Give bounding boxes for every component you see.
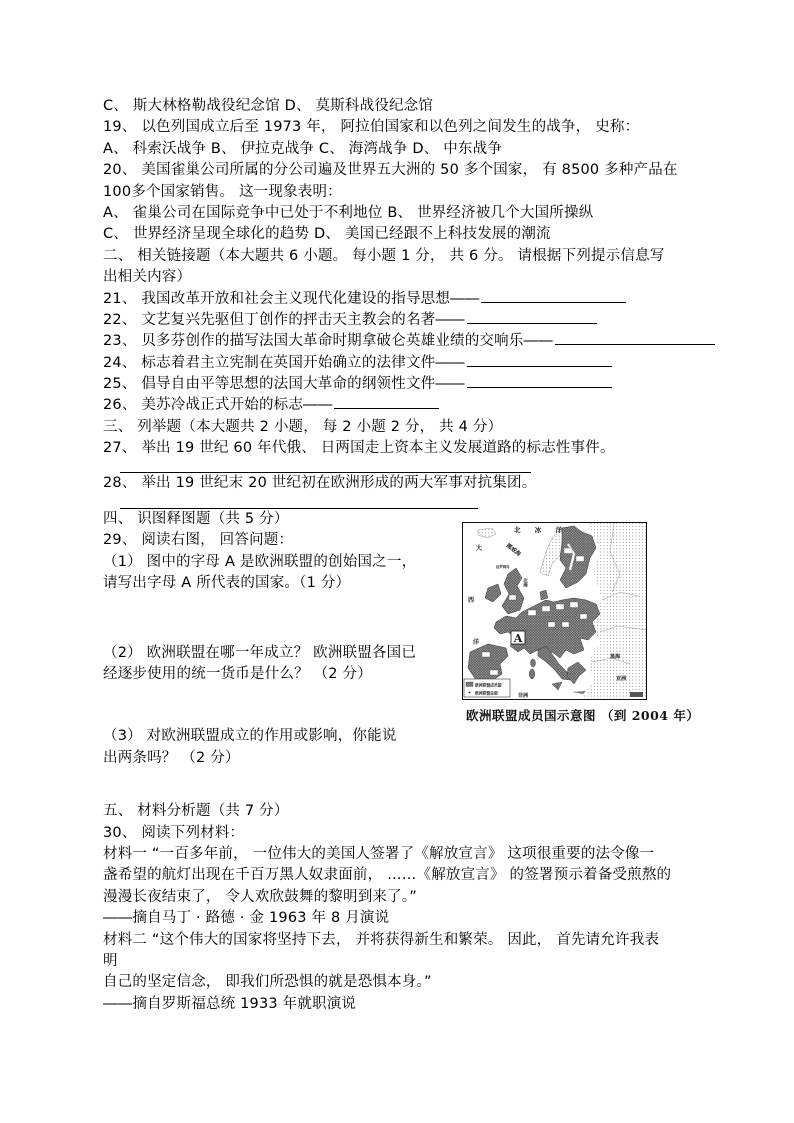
marker-a-label: A [513,632,523,645]
map-region-sardinia [529,669,535,679]
q29-stem: 29、 阅读右图， 回答问题： [103,532,294,549]
q22 [103,310,743,331]
atlantic-label-2: 西 [468,597,475,604]
q28-answer-line [120,494,478,509]
legend-hq-dot [469,692,471,694]
map-region-corsica [531,659,536,667]
material1-source: ――摘自马丁 · 路德 · 金 1963 年 8 月演说 [103,910,390,927]
q28: 28、 举出 19 世纪末 20 世纪初在欧洲形成的两大军事对抗集团。 [103,474,537,491]
q24-text: 24、 标志着君主立宪制在英国开始确立的法律文件―― [103,354,465,371]
material2-line3: 自己的坚定信念， 即我们所恐惧的就是恐惧本身。” [103,974,432,991]
material2-line2: 明 [103,952,118,969]
section2-header-line1: 二、 相关链接题（本大题共 6 小题。 每小题 1 分， 共 6 分。 请根据下列提示信息写 [103,247,665,264]
q18-options-cd: C、 斯大林格勒战役纪念馆 D、 莫斯科战役纪念馆 [103,98,434,114]
q20-stem-line1: 20、 美国雀巢公司所属的分公司遍及世界五大洲的 50 多个国家， 有 8500 多种产品在 [103,162,678,179]
material1-line2: 盏希望的航灯出现在千百万黑人奴隶面前， ……《解放宣言》 的签署预示着备受煎熬的 [103,867,672,884]
q23-answer-blank [555,331,715,345]
section2-header-line2: 出相关内容） [103,269,192,286]
q22-answer-blank [467,310,597,324]
q30-stem: 30、 阅读下列材料： [103,824,245,841]
q29-part1-line2: 请写出字母 A 所代表的国家。（1 分） [103,575,351,592]
material1-line3: 漫漫长夜结束了， 令人欢欣鼓舞的黎明到来了。” [103,888,417,905]
q25-answer-blank [467,374,612,388]
asia-label: 亚洲 [616,676,627,682]
answer-space [103,595,743,643]
atlantic-label-3: 洋 [473,639,480,646]
q23 [103,331,743,352]
q19-options: A、 科索沃战争 B、 伊拉克战争 C、 海湾战争 D、 中东战争 [103,140,503,157]
q29-part3-line2: 出两条吗？ （2 分） [103,749,240,766]
material1-line1: 材料一 “一百多年前， 一位伟大的美国人签署了《解放宣言》 这项很重要的法令像一 [103,845,655,862]
q29-part1-line1: （1） 图中的字母 A 是欧洲联盟的创始国之一， [103,553,417,570]
q21-text: 21、 我国改革开放和社会主义现代化建设的指导思想―― [103,290,480,307]
q29-part2-line2: 经逐步使用的统一货币是什么？ （2 分） [103,665,372,682]
q21 [103,289,743,310]
q22-text: 22、 文艺复兴先驱但丁创作的抨击天主教会的名著―― [103,311,465,328]
q29-part2-line1: （2） 欧洲联盟在哪一年成立？ 欧洲联盟各国已 [103,644,417,661]
legend-hq-label: 欧洲联盟总部 [475,690,498,696]
section4-header: 四、 识图释图题（共 5 分） [103,511,289,528]
legend-member-label: 欧洲联盟成员国 [475,682,502,688]
q29-part3-line1: （3） 对欧洲联盟成立的作用或影响，你能说 [103,728,397,745]
q20-stem-line2: 100多个国家销售。 这一现象表明： [103,183,342,200]
section3-header: 三、 列举题（本大题共 2 小题， 每 2 小题 2 分， 共 4 分） [103,418,503,435]
q24-answer-blank [467,353,612,367]
q25-text: 25、 倡导自由平等思想的法国大革命的纲领性文件―― [103,376,465,393]
q20-options-cd: C、 世界经济呈现全球化的趋势 D、 美国已经跟不上科技发展的潮流 [103,226,551,243]
map-stamp [630,692,643,697]
q23-text: 23、 贝多芬创作的描写法国大革命时期拿破仑英雄业绩的交响乐―― [103,333,553,350]
black-sea-label: 黑海 [610,654,621,660]
section5-header: 五、 材料分析题（共 7 分） [103,803,289,820]
arctic-ocean-label: 北 冰 洋 [514,526,569,534]
eu-map [462,522,647,700]
material2-source: ――摘自罗斯福总统 1933 年就职演说 [103,995,357,1012]
q26-answer-blank [334,395,439,409]
faroe-label: 法罗群岛 [496,565,510,569]
q21-answer-blank [481,289,626,303]
q27-answer-line [120,460,531,473]
material2-line1: 材料二 “这个伟大的国家将坚持下去， 并将获得新生和繁荣。 因此， 首先请允许我表 [103,931,660,948]
q27: 27、 举出 19 世纪 60 年代俄、 日两国走上资本主义发展道路的标志性事件。 [103,440,615,457]
legend-member-swatch [466,682,473,687]
atlantic-label-1: 大 [476,545,483,552]
text-column [103,96,743,1015]
q25 [103,374,743,395]
map-caption: 欧洲联盟成员国示意图 （到 2004 年） [466,708,700,723]
q24 [103,353,743,374]
norwegian-sea-label: 挪威海 [504,542,522,558]
q26-text: 26、 美苏冷战正式开始的标志―― [103,397,333,414]
north-sea-label: 北海 [522,578,528,587]
eu-map-figure [462,522,647,700]
map-legend [464,679,510,697]
answer-space [103,769,743,801]
q19-stem: 19、 以色列国成立后至 1973 年， 阿拉伯国家和以色列之间发生的战争， 史称： [103,119,640,136]
q20-options-ab: A、 雀巢公司在国际竞争中已处于不利地位 B、 世界经济被几个大国所操纵 [103,204,594,221]
q26 [103,395,743,416]
africa-label: 非洲 [518,693,529,699]
